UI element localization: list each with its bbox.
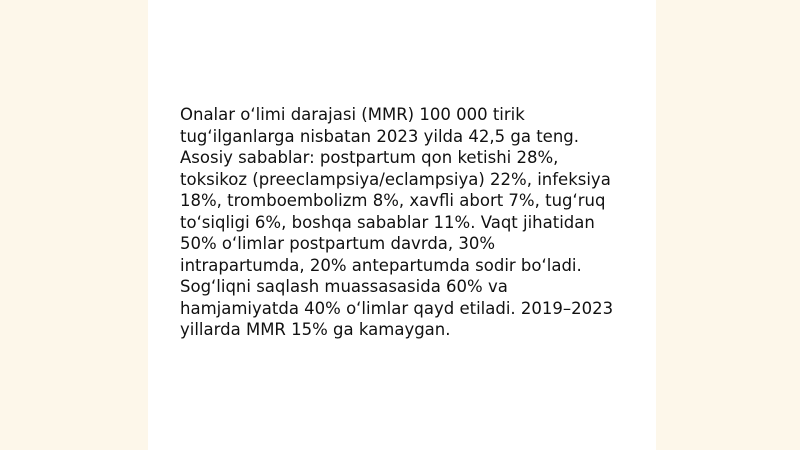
- document-page: [148, 0, 656, 450]
- document-paragraph: Onalar o‘limi darajasi (MMR) 100 000 tirik tug‘ilganlarga nisbatan 2023 yilda 42,5 ga teng. Asosiy sabablar: postpartum qon ketishi 28%, toksikoz (preeclampsiya/eclampsiya) 22%, infeksiya 18%, tromboembolizm 8%, xavfli abort 7%, tug‘ruq to‘siqligi 6%, boshqa sabablar 11%. Vaqt jihatidan 50% o‘limlar postpartum davrda, 30% intrapartumda, 20% antepartumda sodir bo‘ladi. Sog‘liqni saqlash muassasasida 60% va hamjamiyatda 40% o‘limlar qayd etiladi. 2019–2023 yillarda MMR 15% ga kamaygan.: [180, 105, 614, 339]
